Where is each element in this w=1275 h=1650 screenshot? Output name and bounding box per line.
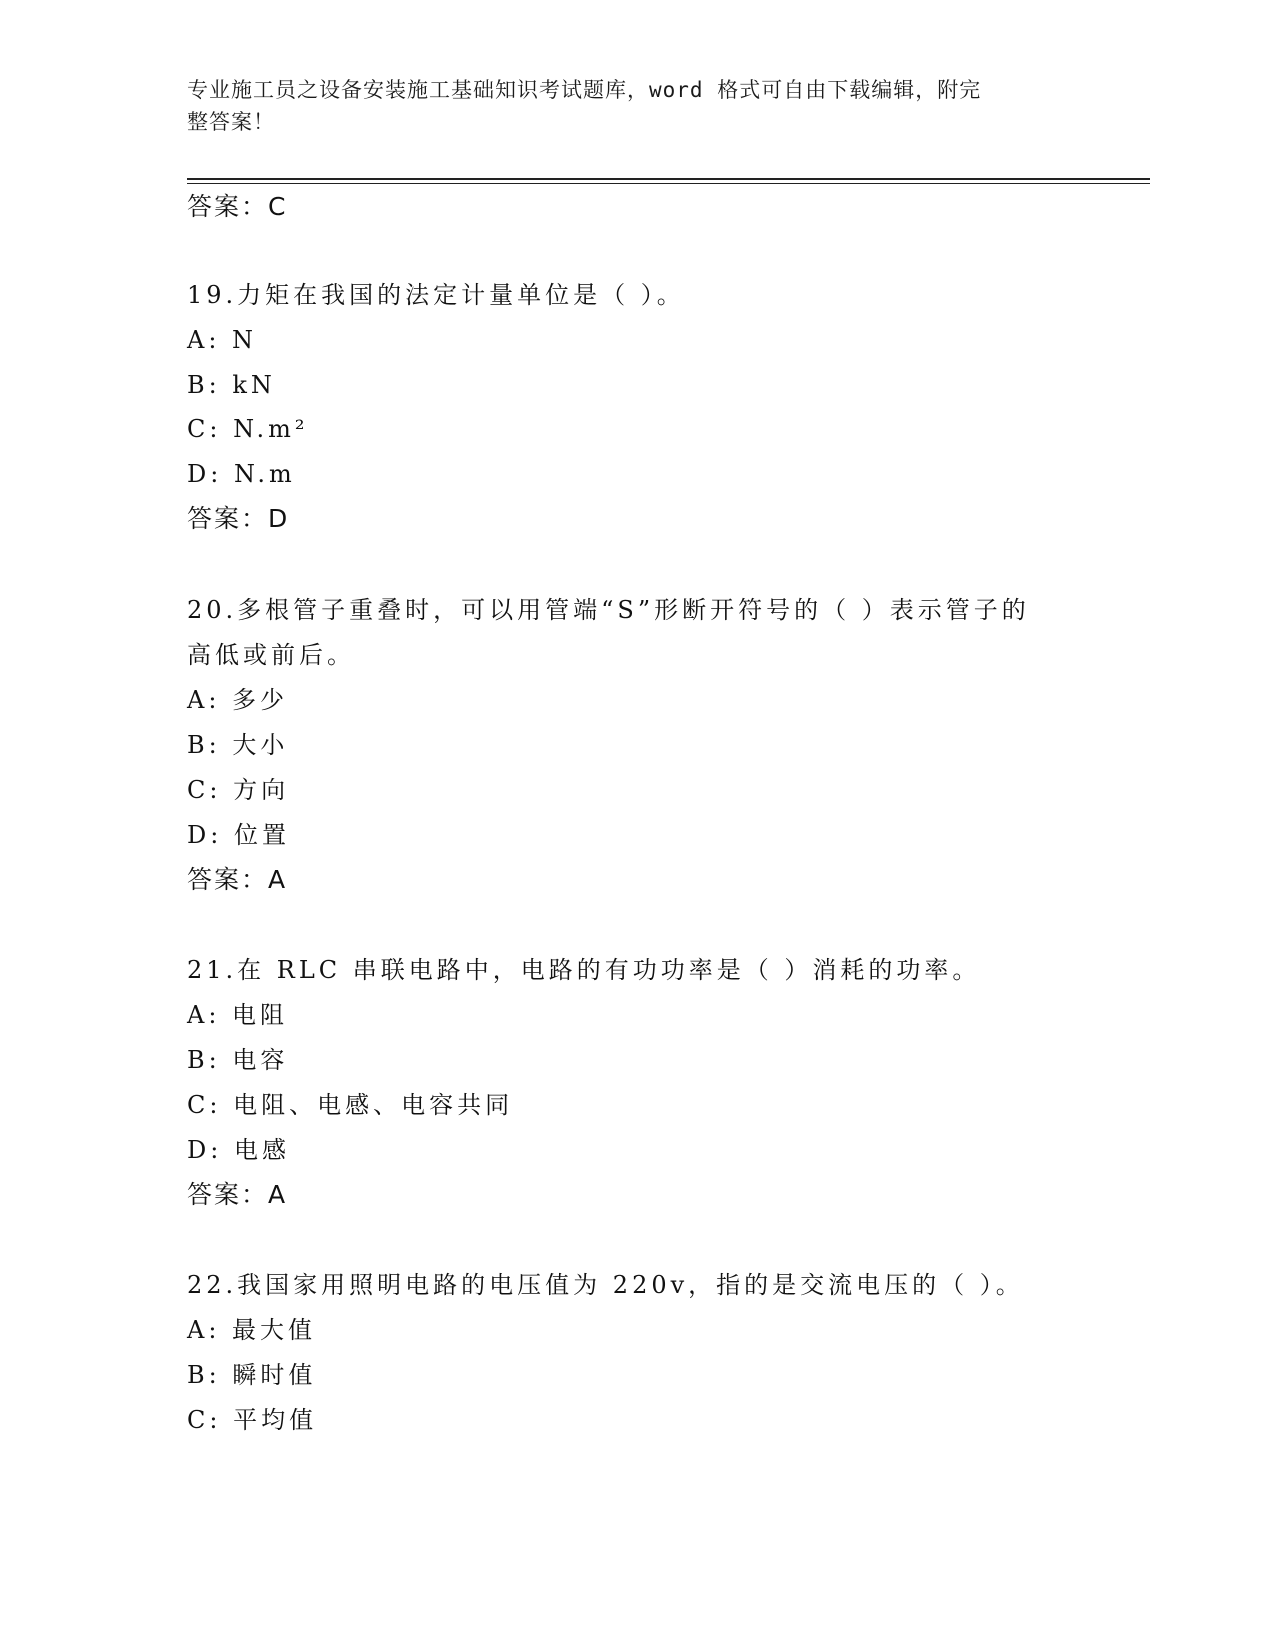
question-22-option-a: A: 最大值 (187, 1316, 317, 1344)
question-21-option-a: A: 电阻 (187, 1001, 289, 1029)
question-20-option-d: D: 位置 (187, 821, 290, 849)
question-20-stem-line-2: 高低或前后。 (187, 641, 355, 669)
question-19-option-b: B: kN (187, 371, 276, 399)
question-21-option-c: C: 电阻、电感、电容共同 (187, 1091, 514, 1119)
question-21-option-b: B: 电容 (187, 1046, 289, 1074)
question-22-stem: 22.我国家用照明电路的电压值为 220v，指的是交流电压的（ ）。 (187, 1271, 1024, 1299)
answer-20: 答案：A (187, 865, 288, 894)
question-20-option-c: C: 方向 (187, 776, 290, 804)
header-line-1: 专业施工员之设备安装施工基础知识考试题库，word 格式可自由下载编辑，附完 (187, 78, 982, 102)
question-21-stem: 21.在 RLC 串联电路中，电路的有功功率是（ ）消耗的功率。 (187, 956, 981, 984)
question-22-option-c: C: 平均值 (187, 1406, 318, 1434)
question-19-stem: 19.力矩在我国的法定计量单位是（ ）。 (187, 281, 685, 309)
question-20-option-a: A: 多少 (187, 686, 289, 714)
answer-19: 答案：D (187, 504, 290, 533)
question-20-option-b: B: 大小 (187, 731, 289, 759)
header-line-2: 整答案！ (187, 110, 275, 134)
document-header (187, 74, 1067, 138)
answer-21: 答案：A (187, 1180, 288, 1209)
question-22-option-b: B: 瞬时值 (187, 1361, 317, 1389)
header-rule-thin (187, 183, 1150, 184)
question-21-option-d: D: 电感 (187, 1136, 290, 1164)
answer-18: 答案：C (187, 192, 288, 221)
question-19-option-d: D: N.m (187, 460, 296, 488)
question-19-option-a: A: N (187, 326, 258, 354)
question-20-stem-line-1: 20.多根管子重叠时，可以用管端“S”形断开符号的（ ）表示管子的 (187, 596, 1030, 624)
header-rule-thick (187, 178, 1150, 180)
question-19-option-c: C: N.m² (187, 415, 309, 443)
